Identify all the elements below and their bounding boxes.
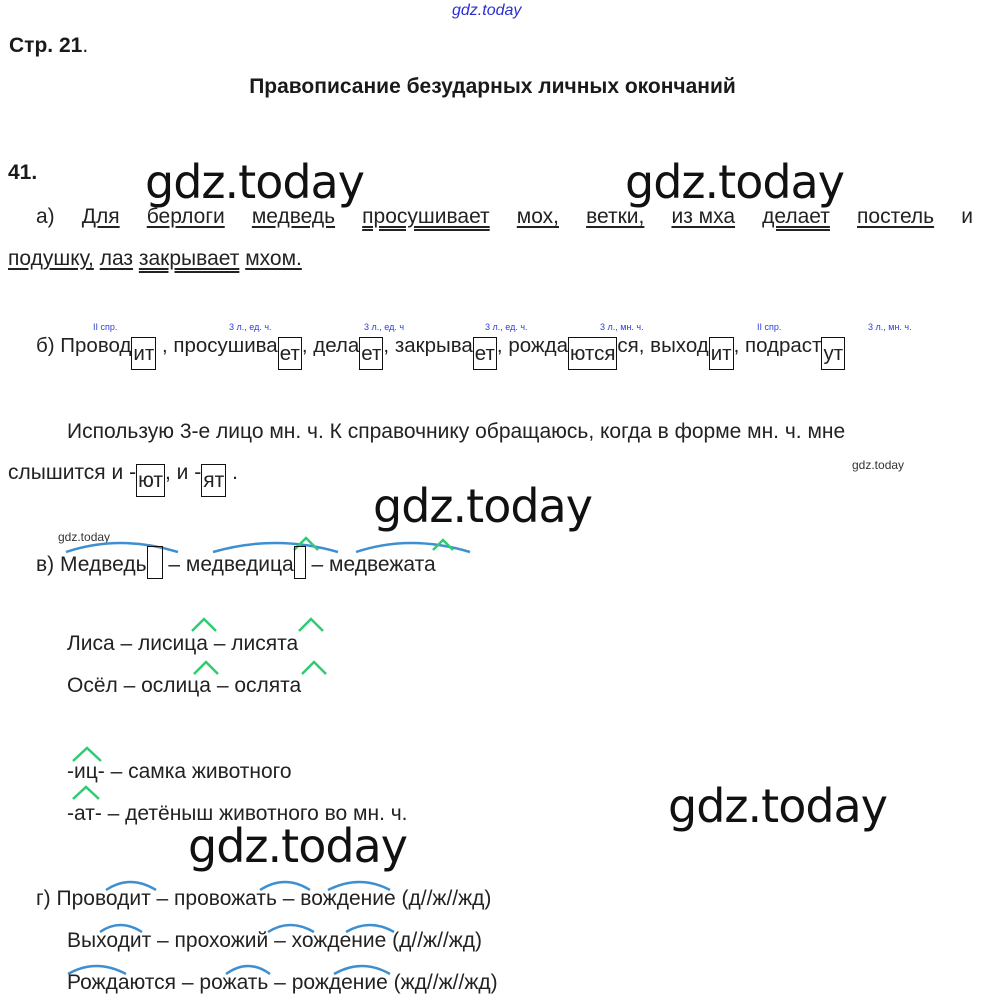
part-a-label: а) bbox=[36, 205, 55, 228]
word-object-3: из мха bbox=[671, 205, 736, 228]
explanation-mid: , и - bbox=[165, 461, 202, 484]
page-reference bbox=[9, 34, 88, 58]
verb-7-stem: подраст bbox=[744, 334, 822, 357]
part-v-line-1 bbox=[36, 546, 436, 579]
watermark-1: gdz.today bbox=[145, 155, 364, 209]
verb-6-sep: , bbox=[733, 334, 740, 357]
part-g-row-1: Проводит – провожать – вождение (д//ж//жд) bbox=[56, 887, 492, 910]
verb-1-stem: Провод bbox=[60, 334, 132, 357]
part-b-line bbox=[36, 334, 845, 370]
part-v-line-2: Лиса – лисица – лисята bbox=[67, 632, 299, 655]
word-object-1: мох, bbox=[516, 205, 559, 228]
explanation-end: . bbox=[232, 461, 238, 484]
note-6: II спр. bbox=[757, 322, 782, 332]
suffix-caret-3 bbox=[192, 619, 216, 631]
note-1: II спр. bbox=[93, 322, 118, 332]
word-subject-2: лаз bbox=[99, 247, 134, 270]
suffix-legend-2: -ат- – детёныш животного во мн. ч. bbox=[67, 802, 408, 825]
explanation-start: слышится и - bbox=[8, 461, 137, 484]
verb-5-ending: ются bbox=[568, 337, 617, 370]
note-2: 3 л., ед. ч. bbox=[229, 322, 272, 332]
verb-1-ending: ит bbox=[131, 337, 156, 370]
empty-ending-2 bbox=[294, 546, 306, 579]
verb-3-sep: , bbox=[383, 334, 390, 357]
word-predicate-2: делает bbox=[762, 205, 830, 228]
note-3: 3 л., ед. ч bbox=[364, 322, 405, 332]
watermark-4: gdz.today bbox=[668, 779, 887, 833]
watermark-small-1: gdz.today bbox=[852, 458, 905, 472]
ending-box-yat: ят bbox=[201, 464, 226, 497]
verb-5-sep: ся, bbox=[617, 334, 645, 357]
part-g-line-1 bbox=[36, 887, 491, 911]
watermark-5: gdz.today bbox=[188, 819, 407, 873]
word-subject: медведь bbox=[251, 205, 336, 228]
explanation-line-2 bbox=[8, 461, 238, 497]
verb-3-stem: дела bbox=[313, 334, 360, 357]
verb-2-stem: просушива bbox=[173, 334, 278, 357]
verb-7-ending: ут bbox=[821, 337, 845, 370]
section-title: Правописание безударных личных окончаний bbox=[249, 75, 736, 98]
explanation-line-1: Использую 3-е лицо мн. ч. К справочнику обращаюсь, когда в форме мн. ч. мне bbox=[67, 420, 846, 443]
verb-3-ending: ет bbox=[359, 337, 383, 370]
part-a-line-2 bbox=[8, 247, 302, 271]
word-medveditsa: медведица bbox=[185, 553, 294, 576]
word-adverbial-1: Для bbox=[81, 205, 120, 228]
verb-4-stem: закрыва bbox=[394, 334, 473, 357]
suffix-caret-6 bbox=[302, 662, 326, 674]
word-predicate-1: просушивает bbox=[362, 205, 490, 228]
part-a-line-1 bbox=[36, 205, 973, 229]
word-object-4: постель bbox=[857, 205, 935, 228]
word-medvezhata: медвежата bbox=[329, 553, 436, 576]
watermark-top: gdz.today bbox=[452, 2, 522, 19]
ending-box-ut: ют bbox=[136, 464, 165, 497]
dash-2: – bbox=[311, 553, 324, 576]
suffix-legend-1: -иц- – самка животного bbox=[67, 760, 292, 783]
verb-2-sep: , bbox=[301, 334, 308, 357]
suffix-caret-4 bbox=[299, 619, 323, 631]
watermark-3: gdz.today bbox=[373, 479, 592, 533]
part-v-label: в) bbox=[36, 553, 55, 576]
word-adverbial-2: берлоги bbox=[146, 205, 225, 228]
part-g-label: г) bbox=[36, 887, 51, 910]
part-g-line-2: Выходит – прохожий – хождение (д//ж//жд) bbox=[67, 929, 483, 952]
suffix-caret-5 bbox=[194, 662, 218, 674]
suffix-caret-8 bbox=[73, 787, 99, 799]
part-b-label: б) bbox=[36, 334, 55, 357]
exercise-number: 41. bbox=[8, 161, 38, 184]
page-ref-dot: . bbox=[82, 34, 89, 57]
verb-1-sep: , bbox=[161, 334, 168, 357]
word-object-5: подушку, bbox=[8, 247, 94, 270]
verb-6-ending: ит bbox=[709, 337, 734, 370]
watermark-small-2: gdz.today bbox=[58, 530, 111, 544]
word-medved: Медведь bbox=[60, 553, 147, 576]
verb-4-sep: , bbox=[496, 334, 503, 357]
empty-ending-1 bbox=[147, 546, 163, 579]
verb-6-stem: выход bbox=[650, 334, 709, 357]
part-g-line-3: Рождаются – рожать – рождение (жд//ж//жд) bbox=[67, 971, 498, 994]
word-predicate-3: закрывает bbox=[138, 247, 240, 270]
verb-5-stem: рожда bbox=[508, 334, 568, 357]
word-object-2: ветки, bbox=[586, 205, 645, 228]
page-ref-text: Стр. 21 bbox=[9, 34, 83, 57]
note-5: 3 л., мн. ч. bbox=[600, 322, 644, 332]
word-conjunction: и bbox=[961, 205, 973, 228]
part-v-line-3: Осёл – ослица – ослята bbox=[67, 674, 302, 697]
verb-2-ending: ет bbox=[278, 337, 302, 370]
note-7: 3 л., мн. ч. bbox=[868, 322, 912, 332]
watermark-2: gdz.today bbox=[625, 155, 844, 209]
word-object-6: мхом. bbox=[245, 247, 302, 270]
note-4: 3 л., ед. ч. bbox=[485, 322, 528, 332]
dash-1: – bbox=[168, 553, 181, 576]
verb-4-ending: ет bbox=[473, 337, 497, 370]
